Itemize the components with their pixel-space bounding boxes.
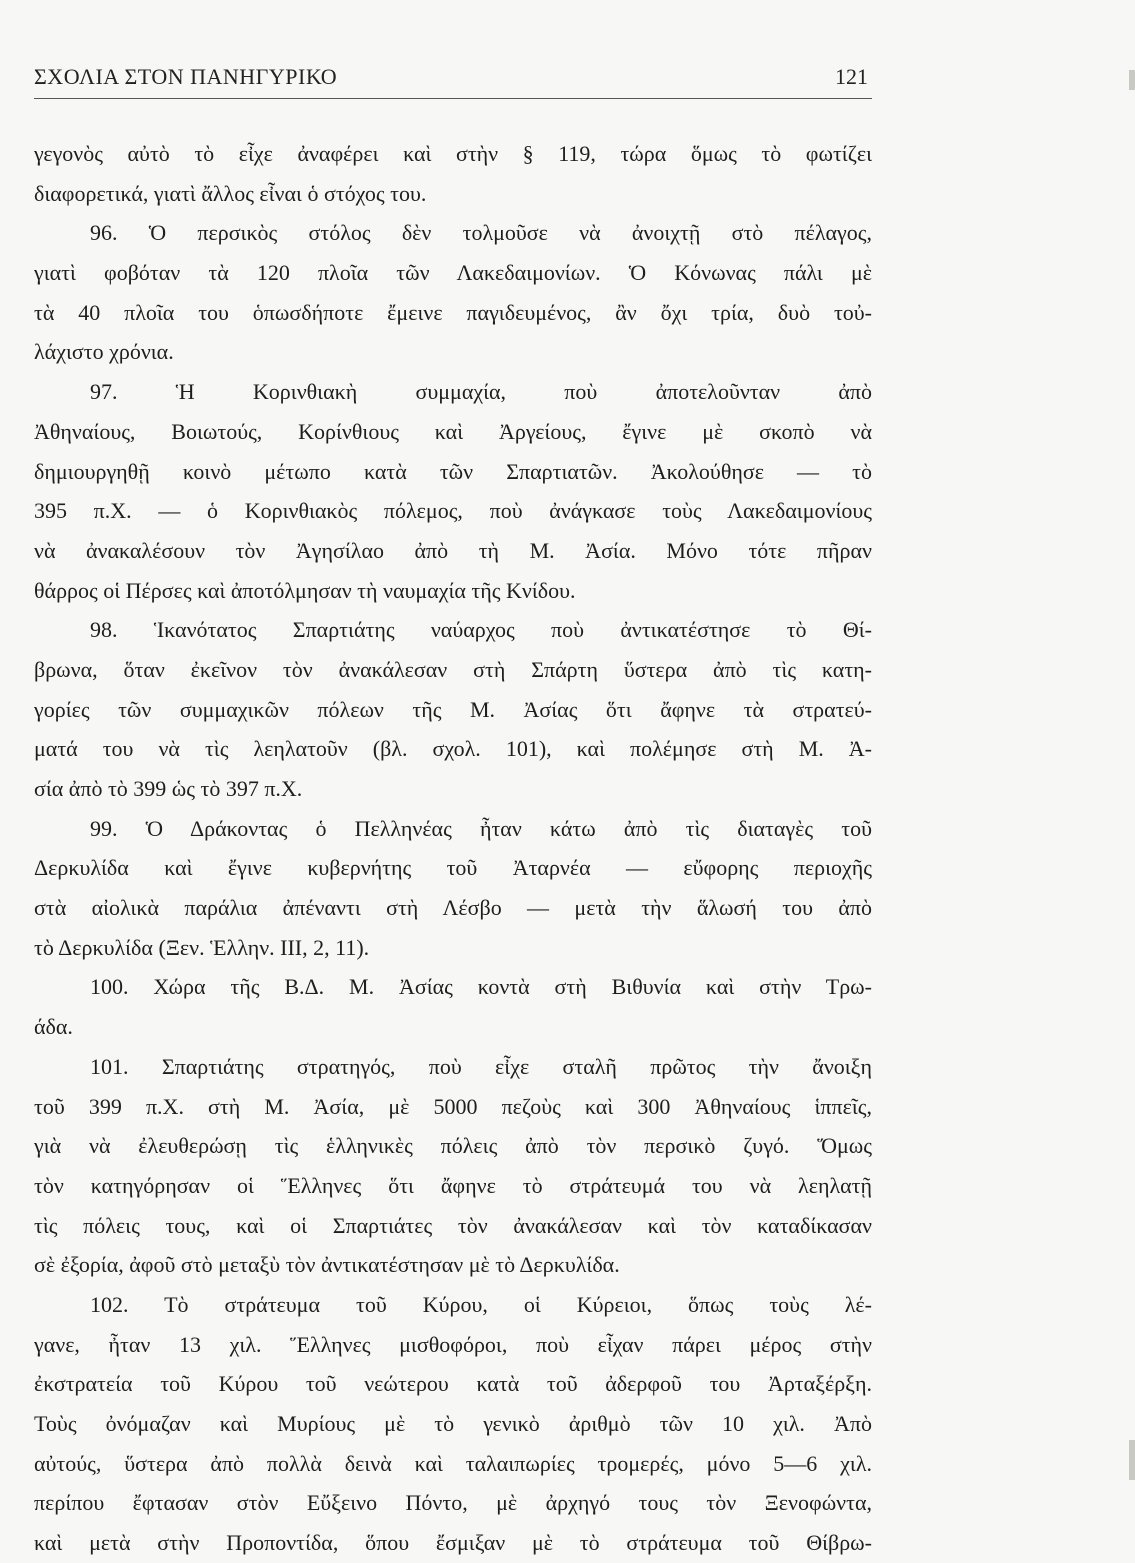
- text-line: τοῦ 399 π.Χ. στὴ Μ. Ἀσία, μὲ 5000 πεζοὺς καὶ 300 Ἀθηναίους ἱππεῖς,: [34, 1093, 872, 1119]
- text-line: τὰ 40 πλοῖα του ὁπωσδήποτε ἔμεινε παγιδευμένος, ἂν ὄχι τρία, δυὸ τοὐ-: [34, 299, 872, 325]
- text-line: Ἀθηναίους, Βοιωτούς, Κορίνθιους καὶ Ἀργείους, ἔγινε μὲ σκοπὸ νὰ: [34, 418, 872, 444]
- text-line: τὶς πόλεις τους, καὶ οἱ Σπαρτιάτες τὸν ἀνακάλεσαν καὶ τὸν καταδίκασαν: [34, 1212, 872, 1238]
- text-line: γανε, ἦταν 13 χιλ. Ἕλληνες μισθοφόροι, ποὺ εἶχαν πάρει μέρος στὴν: [34, 1331, 872, 1357]
- note-100: 100. Χώρα τῆς Β.Δ. Μ. Ἀσίας κοντὰ στὴ Βιθυνία καὶ στὴν Τρω-: [90, 974, 872, 1000]
- note-97: 97. Ἡ Κορινθιακὴ συμμαχία, ποὺ ἀποτελοῦνταν ἀπὸ: [90, 379, 872, 405]
- text-line: λάχιστο χρόνια.: [34, 339, 174, 365]
- text-line: 395 π.Χ. — ὁ Κορινθιακὸς πόλεμος, ποὺ ἀνάγκασε τοὺς Λακεδαιμονίους: [34, 498, 872, 524]
- text-line: καὶ μετὰ στὴν Προποντίδα, ὅπου ἔσμιξαν μὲ τὸ στράτευμα τοῦ Θίβρω-: [34, 1530, 872, 1556]
- text-line: σία ἀπὸ τὸ 399 ὡς τὸ 397 π.Χ.: [34, 776, 303, 801]
- running-head: [34, 64, 872, 98]
- body-text: [34, 134, 872, 1563]
- note-98: 98. Ἱκανότατος Σπαρτιάτης ναύαρχος ποὺ ἀντικατέστησε τὸ Θί-: [90, 617, 872, 643]
- running-title: ΣΧΟΛΙΑ ΣΤΟΝ ΠΑΝΗΓΥΡΙΚΟ: [34, 64, 338, 89]
- text-line: ἐκστρατεία τοῦ Κύρου τοῦ νεώτερου κατὰ τοῦ ἀδερφοῦ του Ἀρταξέρξη.: [34, 1371, 872, 1397]
- text-line: Δερκυλίδα καὶ ἔγινε κυβερνήτης τοῦ Ἀταρνέα — εὔφορης περιοχῆς: [34, 855, 872, 881]
- page-number: 121: [835, 64, 868, 89]
- text-line: άδα.: [34, 1014, 73, 1040]
- header-rule: [34, 98, 872, 99]
- note-99: 99. Ὁ Δράκοντας ὁ Πελληνέας ἦταν κάτω ἀπὸ τὶς διαταγὲς τοῦ: [90, 815, 872, 841]
- text-line: γορίες τῶν συμμαχικῶν πόλεων τῆς Μ. Ἀσίας ὅτι ἄφηνε τὰ στρατεύ-: [34, 696, 872, 722]
- text-line: διαφορετικά, γιατὶ ἄλλος εἶναι ὁ στόχος του.: [34, 180, 427, 206]
- text-line: στὰ αἰολικὰ παράλια ἀπέναντι στὴ Λέσβο — μετὰ τὴν ἅλωσή του ἀπὸ: [34, 895, 872, 921]
- note-96: 96. Ὁ περσικὸς στόλος δὲν τολμοῦσε νὰ ἀνοιχτῇ στὸ πέλαγος,: [90, 220, 872, 246]
- text-line: γεγονὸς αὐτὸ τὸ εἶχε ἀναφέρει καὶ στὴν § 119, τώρα ὅμως τὸ φωτίζει: [34, 141, 872, 166]
- note-102: 102. Τὸ στράτευμα τοῦ Κύρου, οἱ Κύρειοι, ὅπως τοὺς λέ-: [90, 1291, 872, 1317]
- text-line: βρωνα, ὅταν ἐκεῖνον τὸν ἀνακάλεσαν στὴ Σπάρτη ὕστερα ἀπὸ τὶς κατη-: [34, 656, 872, 682]
- text-line: γιὰ νὰ ἐλευθερώσῃ τὶς ἑλληνικὲς πόλεις ἀπὸ τὸν περσικὸ ζυγό. Ὅμως: [34, 1133, 872, 1159]
- note-101: 101. Σπαρτιάτης στρατηγός, ποὺ εἶχε σταλῆ πρῶτος τὴν ἄνοιξη: [90, 1053, 872, 1079]
- text-line: νὰ ἀνακαλέσουν τὸν Ἀγησίλαο ἀπὸ τὴ Μ. Ἀσία. Μόνο τότε πῆραν: [34, 537, 872, 563]
- text-line: αὐτούς, ὕστερα ἀπὸ πολλὰ δεινὰ καὶ ταλαιπωρίες τρομερές, μόνο 5—6 χιλ.: [34, 1450, 872, 1476]
- text-line: δημιουργηθῇ κοινὸ μέτωπο κατὰ τῶν Σπαρτιατῶν. Ἀκολούθησε — τὸ: [34, 458, 872, 484]
- text-line: γιατὶ φοβόταν τὰ 120 πλοῖα τῶν Λακεδαιμονίων. Ὁ Κόνωνας πάλι μὲ: [34, 260, 872, 286]
- text-line: τὸν κατηγόρησαν οἱ Ἕλληνες ὅτι ἄφηνε τὸ στράτευμά του νὰ λεηλατῇ: [34, 1172, 872, 1198]
- text-line: τὸ Δερκυλίδα (Ξεν. Ἑλλην. III, 2, 11).: [34, 934, 370, 960]
- text-line: περίπου ἔφτασαν στὸν Εὔξεινο Πόντο, μὲ ἀρχηγό τους τὸν Ξενοφώντα,: [34, 1490, 872, 1516]
- text-line: θάρρος οἱ Πέρσες καὶ ἀποτόλμησαν τὴ ναυμαχία τῆς Κνίδου.: [34, 577, 576, 603]
- page-edge-shadow: [1129, 70, 1135, 90]
- page-edge-shadow: [1129, 1440, 1135, 1480]
- text-line: Τοὺς ὀνόμαζαν καὶ Μυρίους μὲ τὸ γενικὸ ἀριθμὸ τῶν 10 χιλ. Ἀπὸ: [34, 1411, 872, 1436]
- text-line: σὲ ἐξορία, ἀφοῦ στὸ μεταξὺ τὸν ἀντικατέστησαν μὲ τὸ Δερκυλίδα.: [34, 1252, 620, 1278]
- text-line: ματά του νὰ τὶς λεηλατοῦν (βλ. σχολ. 101), καὶ πολέμησε στὴ Μ. Ἀ-: [34, 736, 872, 762]
